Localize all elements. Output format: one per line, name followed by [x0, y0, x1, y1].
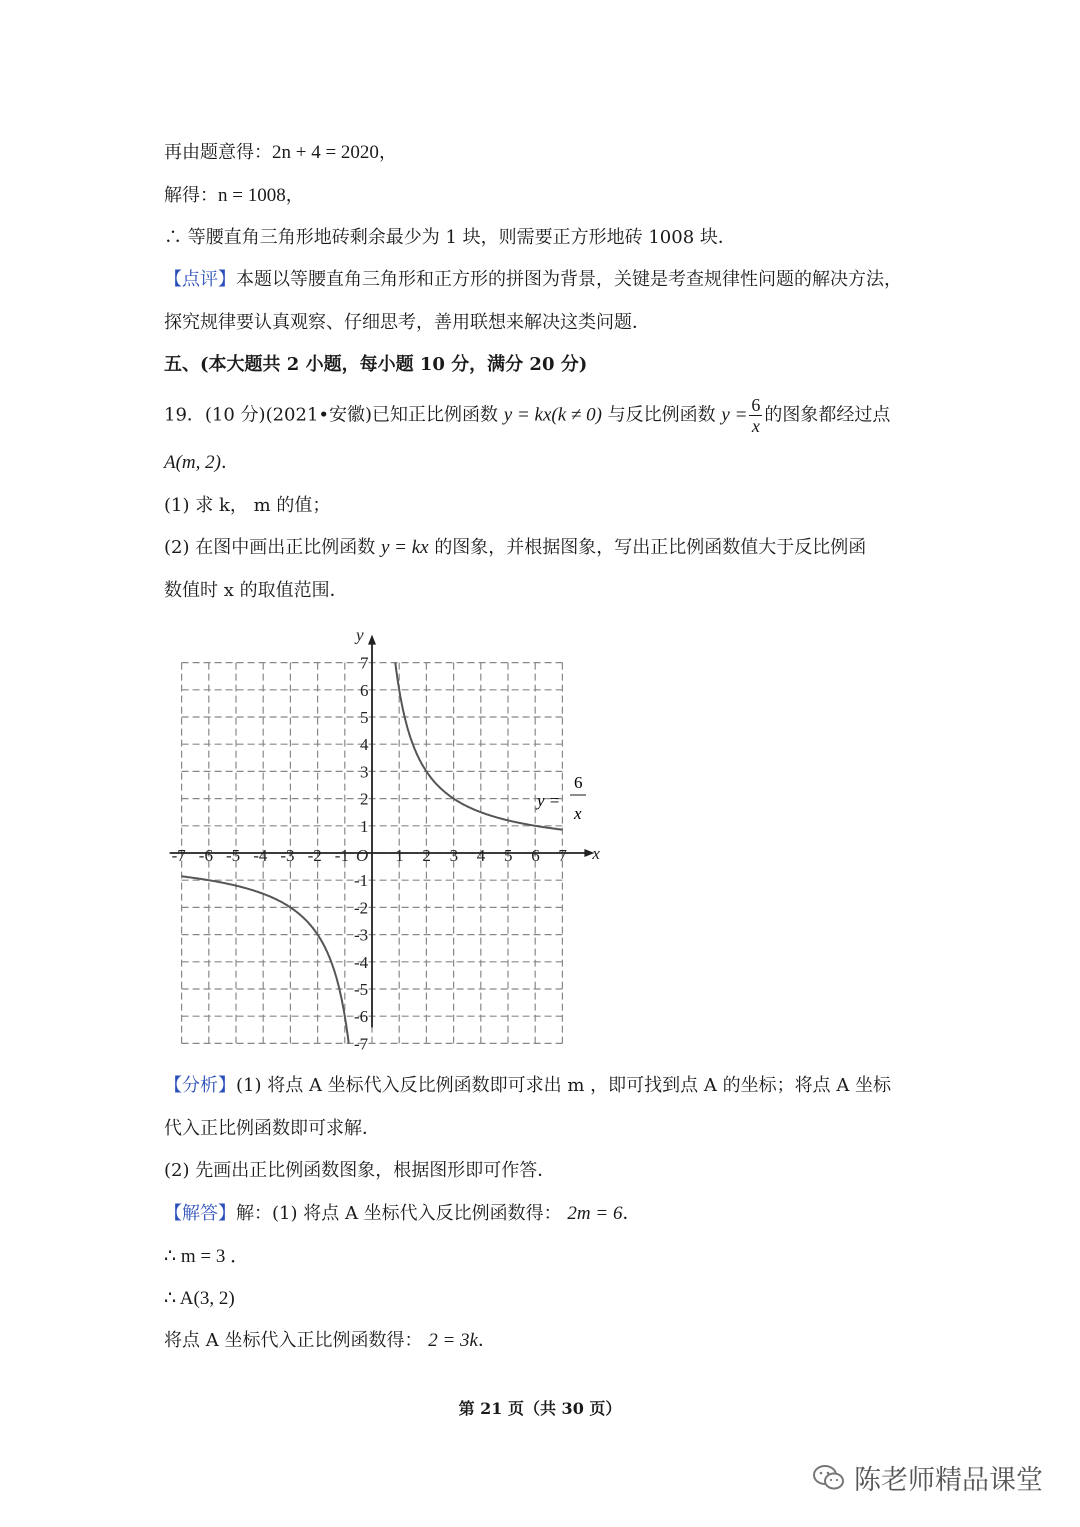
axes [170, 635, 595, 1028]
analysis-line-3: (2) 先画出正比例函数图象，根据图形即可作答． [164, 1160, 556, 1181]
wechat-icon [812, 1463, 846, 1493]
y-axis-arrow [368, 635, 376, 645]
y-tick-label: 7 [360, 653, 369, 673]
hyperbola-branch [182, 876, 349, 1043]
function-label: y = [537, 791, 561, 810]
x-tick-label: 5 [504, 846, 513, 865]
equation: n = 1008 [218, 185, 286, 206]
review-line-1: 【点评】本题以等腰直角三角形和正方形的拼图为背景，关键是考查规律性问题的解决方法， [164, 269, 902, 290]
x-tick-label: 4 [476, 846, 486, 865]
x-tick-label: -2 [307, 846, 322, 865]
equation: y = kx [380, 537, 429, 558]
y-tick-label: -7 [354, 1034, 369, 1054]
y-tick-label: 1 [360, 816, 369, 836]
x-tick-label: -1 [334, 846, 349, 865]
question-19-line-1: 19．(10 分)(2021•安徽)已知正比例函数 y = kx(k ≠ 0) 与反比例函数 y = $\frac{6}{x}$ 的图象都经过点 [164, 395, 891, 436]
analysis-line-2: 代入正比例函数即可求解． [164, 1118, 380, 1139]
x-axis-label: x [592, 844, 600, 863]
point-label: A(m, 2) [164, 452, 221, 473]
equation: 2m = 6 [567, 1203, 623, 1224]
origin-label: O [356, 846, 369, 865]
answer-line-3: ∴ A(3, 2) [164, 1288, 235, 1309]
y-tick-label: 2 [360, 789, 369, 809]
x-tick-label: -6 [198, 846, 213, 865]
page-number: 第 21 页（共 30 页） [458, 1399, 622, 1418]
answer-line-4: 将点 A 坐标代入正比例函数得： 2 = 3k． [164, 1330, 496, 1351]
answer-line-2: ∴ m = 3 ． [164, 1246, 250, 1267]
solution-line-1: 再由题意得：2n + 4 = 2020， [164, 142, 397, 163]
y-tick-label: 5 [360, 708, 369, 727]
x-tick-label: -5 [226, 846, 241, 865]
x-tick-label: 6 [531, 846, 540, 865]
y-tick-label: -3 [354, 925, 369, 945]
y-tick-label: 6 [360, 680, 369, 700]
x-tick-label: 2 [422, 846, 431, 865]
analysis-tag: 【分析】 [164, 1075, 236, 1096]
y-tick-label: 4 [360, 735, 369, 755]
answer-tag: 【解答】 [164, 1203, 236, 1224]
subquestion-1: (1) 求 k， m 的值； [164, 495, 331, 516]
equation: 2n + 4 = 2020 [272, 142, 379, 163]
y-tick-label: -2 [354, 898, 369, 918]
x-tick-label: -3 [280, 846, 295, 865]
y-tick-label: -5 [354, 980, 369, 999]
y-axis-label: y [356, 625, 364, 645]
x-tick-label: -4 [253, 846, 268, 865]
watermark: 陈老师精品课堂 [812, 1458, 1043, 1497]
equation: y = [721, 404, 748, 426]
y-tick-label: -6 [354, 1007, 369, 1027]
conclusion-line: ∴ 等腰直角三角形地砖剩余最少为 1 块，则需要正方形地砖 1008 块． [164, 227, 736, 248]
answer-line-1: 【解答】解：(1) 将点 A 坐标代入反比例函数得： 2m = 6． [164, 1203, 641, 1224]
section-heading: 五、(本大题共 2 小题，每小题 10 分，满分 20 分) [164, 354, 588, 375]
subquestion-2-line-2: 数值时 x 的取值范围． [164, 580, 348, 601]
y-tick-label: -4 [354, 952, 369, 972]
y-tick-label: -1 [354, 871, 369, 891]
equation: y = kx(k ≠ 0) [503, 404, 602, 426]
review-line-2: 探究规律要认真观察、仔细思考，善用联想来解决这类问题． [164, 312, 650, 333]
x-tick-label: -7 [171, 846, 186, 865]
question-19-line-2: A(m, 2)． [164, 452, 239, 473]
fraction: $\frac{6}{x}$ [751, 395, 761, 436]
subquestion-2-line-1: (2) 在图中画出正比例函数 y = kx 的图象，并根据图象，写出正比例函数值大于反比例函 [164, 537, 867, 558]
solution-line-2: 解得：n = 1008， [164, 185, 304, 206]
y-tick-label: 3 [360, 762, 369, 782]
review-tag: 【点评】 [164, 269, 236, 290]
x-tick-label: 3 [449, 846, 459, 865]
x-tick-label: 1 [395, 846, 404, 865]
function-label-denominator: x [574, 804, 582, 823]
function-label-numerator: 6 [574, 773, 583, 792]
analysis-line-1: 【分析】(1) 将点 A 坐标代入反比例函数即可求出 m ，即可找到点 A 的坐标；将点 A 坐标 [164, 1075, 892, 1096]
function-graph [166, 620, 626, 1060]
x-tick-label: 7 [558, 846, 567, 865]
equation: 2 = 3k [428, 1330, 478, 1351]
